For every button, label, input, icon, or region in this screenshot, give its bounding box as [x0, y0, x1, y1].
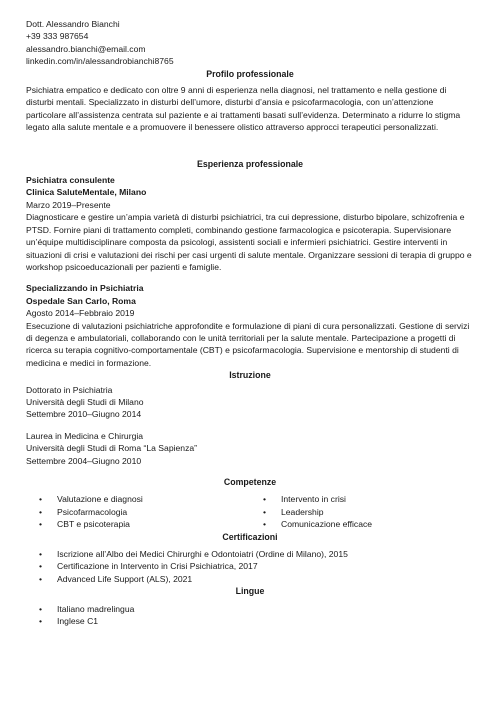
- bullet-icon: •: [39, 561, 43, 572]
- contact-linkedin: linkedin.com/in/alessandrobianchi8765: [26, 56, 174, 67]
- job-role: Psichiatra consulente: [26, 175, 115, 186]
- education-dates: Settembre 2004–Giugno 2010: [26, 455, 142, 466]
- education-entry: [26, 430, 474, 467]
- profile-summary: Psichiatra empatico e dedicato con oltre 9 anni di esperienza nella diagnosi, nel trattamento e nella gestione di disturbi mentali. Specializzato in disturbi dell’umore, disturbi d’ansia e psicofarmacologia, con un’attenzione particolare all’assistenza centrata sul paziente e ai trattamenti basati sull’evidenza. Determinato a ridurre lo stigma legato alla salute mentale e a promuovere il benessere olistico attraverso approcci terapeutici personalizzati.: [26, 85, 461, 133]
- skill-label: Intervento in crisi: [281, 494, 346, 505]
- bullet-icon: •: [39, 506, 43, 517]
- bullet-icon: •: [263, 519, 267, 530]
- languages-heading: Lingue: [235, 586, 265, 597]
- job-entry: [26, 174, 474, 273]
- education-school: Università degli Studi di Roma “La Sapienza”: [26, 443, 198, 454]
- job-dates: Marzo 2019–Presente: [26, 199, 111, 210]
- list-item: [26, 573, 474, 585]
- certification-label: Iscrizione all’Albo dei Medici Chirurghi e Odontoiatri (Ordine di Milano), 2015: [57, 549, 348, 560]
- contact-block: [26, 18, 474, 68]
- certification-label: Advanced Life Support (ALS), 2021: [57, 573, 193, 584]
- list-item: [26, 615, 474, 627]
- bullet-icon: •: [263, 506, 267, 517]
- list-item: [26, 518, 250, 530]
- language-label: Inglese C1: [57, 616, 99, 627]
- skills-heading: Competenze: [223, 477, 277, 487]
- list-item: [26, 603, 474, 615]
- job-dates: Agosto 2014–Febbraio 2019: [26, 308, 135, 319]
- education-heading: Istruzione: [229, 370, 271, 381]
- languages-list: [26, 603, 474, 628]
- job-role: Specializzando in Psichiatria: [26, 283, 144, 294]
- list-item: [250, 493, 474, 505]
- list-item: [26, 548, 474, 560]
- skill-label: Psicofarmacologia: [57, 506, 128, 517]
- language-label: Italiano madrelingua: [57, 603, 135, 614]
- profile-heading: Profilo professionale: [206, 68, 294, 79]
- skill-label: Valutazione e diagnosi: [57, 494, 143, 505]
- skills-list-left: [26, 493, 250, 530]
- certifications-heading: Certificazioni: [222, 531, 278, 542]
- education-entry: [26, 384, 474, 421]
- list-item: [250, 506, 474, 518]
- education-degree: Dottorato in Psichiatria: [26, 384, 113, 395]
- list-item: [250, 518, 474, 530]
- skills-columns: [26, 493, 474, 530]
- skill-label: Comunicazione efficace: [281, 519, 373, 530]
- skills-list-right: [250, 493, 474, 530]
- bullet-icon: •: [39, 573, 43, 584]
- bullet-icon: •: [39, 603, 43, 614]
- list-item: [26, 560, 474, 572]
- contact-email: alessandro.bianchi@email.com: [26, 43, 146, 54]
- job-description: Diagnosticare e gestire un’ampia varietà di disturbi psichiatrici, tra cui depressione, disturbo bipolare, schizofrenia e PTSD. Fornire piani di trattamento completi, combinando gestione farmacologica e psicoterapia. Supervisionare un’équipe multidisciplinare composta da psicologi, assistenti sociali e infermieri psichiatrici. Gestire interventi in situazioni di crisi e valutazioni dei rischi per casi urgenti di salute mentale. Organizzare sessioni di terapia di gruppo e workshop psicoeducazionali per pazienti e famiglie.: [26, 212, 472, 272]
- education-degree: Laurea in Medicina e Chirurgia: [26, 430, 144, 441]
- job-organization: Ospedale San Carlo, Roma: [26, 295, 136, 306]
- education-dates: Settembre 2010–Giugno 2014: [26, 409, 142, 420]
- bullet-icon: •: [39, 494, 43, 505]
- skill-label: Leadership: [281, 506, 324, 517]
- experience-heading: Esperienza professionale: [196, 158, 304, 169]
- list-item: [26, 506, 250, 518]
- certification-label: Certificazione in Intervento in Crisi Psichiatrica, 2017: [57, 561, 258, 572]
- bullet-icon: •: [263, 494, 267, 505]
- education-school: Università degli Studi di Milano: [26, 396, 144, 407]
- job-organization: Clinica SaluteMentale, Milano: [26, 187, 147, 198]
- bullet-icon: •: [39, 519, 43, 530]
- job-description: Esecuzione di valutazioni psichiatriche approfondite e formulazione di piani di cura personalizzati. Gestione di servizi di degenza e ambulatoriali, collaborando con le unità territoriali per la salute mentale. Partecipazione a progetti di ricerca su terapia cognitivo-comportamentale (CBT) e psicofarmacologia. Supervisione e mentorship di studenti di medicina e medici in formazione.: [26, 320, 470, 368]
- list-item: [26, 493, 250, 505]
- bullet-icon: •: [39, 549, 43, 560]
- contact-name: Dott. Alessandro Bianchi: [26, 19, 120, 29]
- job-entry: [26, 282, 474, 369]
- contact-phone: +39 333 987654: [26, 31, 89, 42]
- bullet-icon: •: [39, 616, 43, 627]
- certifications-list: [26, 548, 474, 585]
- section-spacer: [26, 134, 474, 158]
- skill-label: CBT e psicoterapia: [57, 519, 130, 530]
